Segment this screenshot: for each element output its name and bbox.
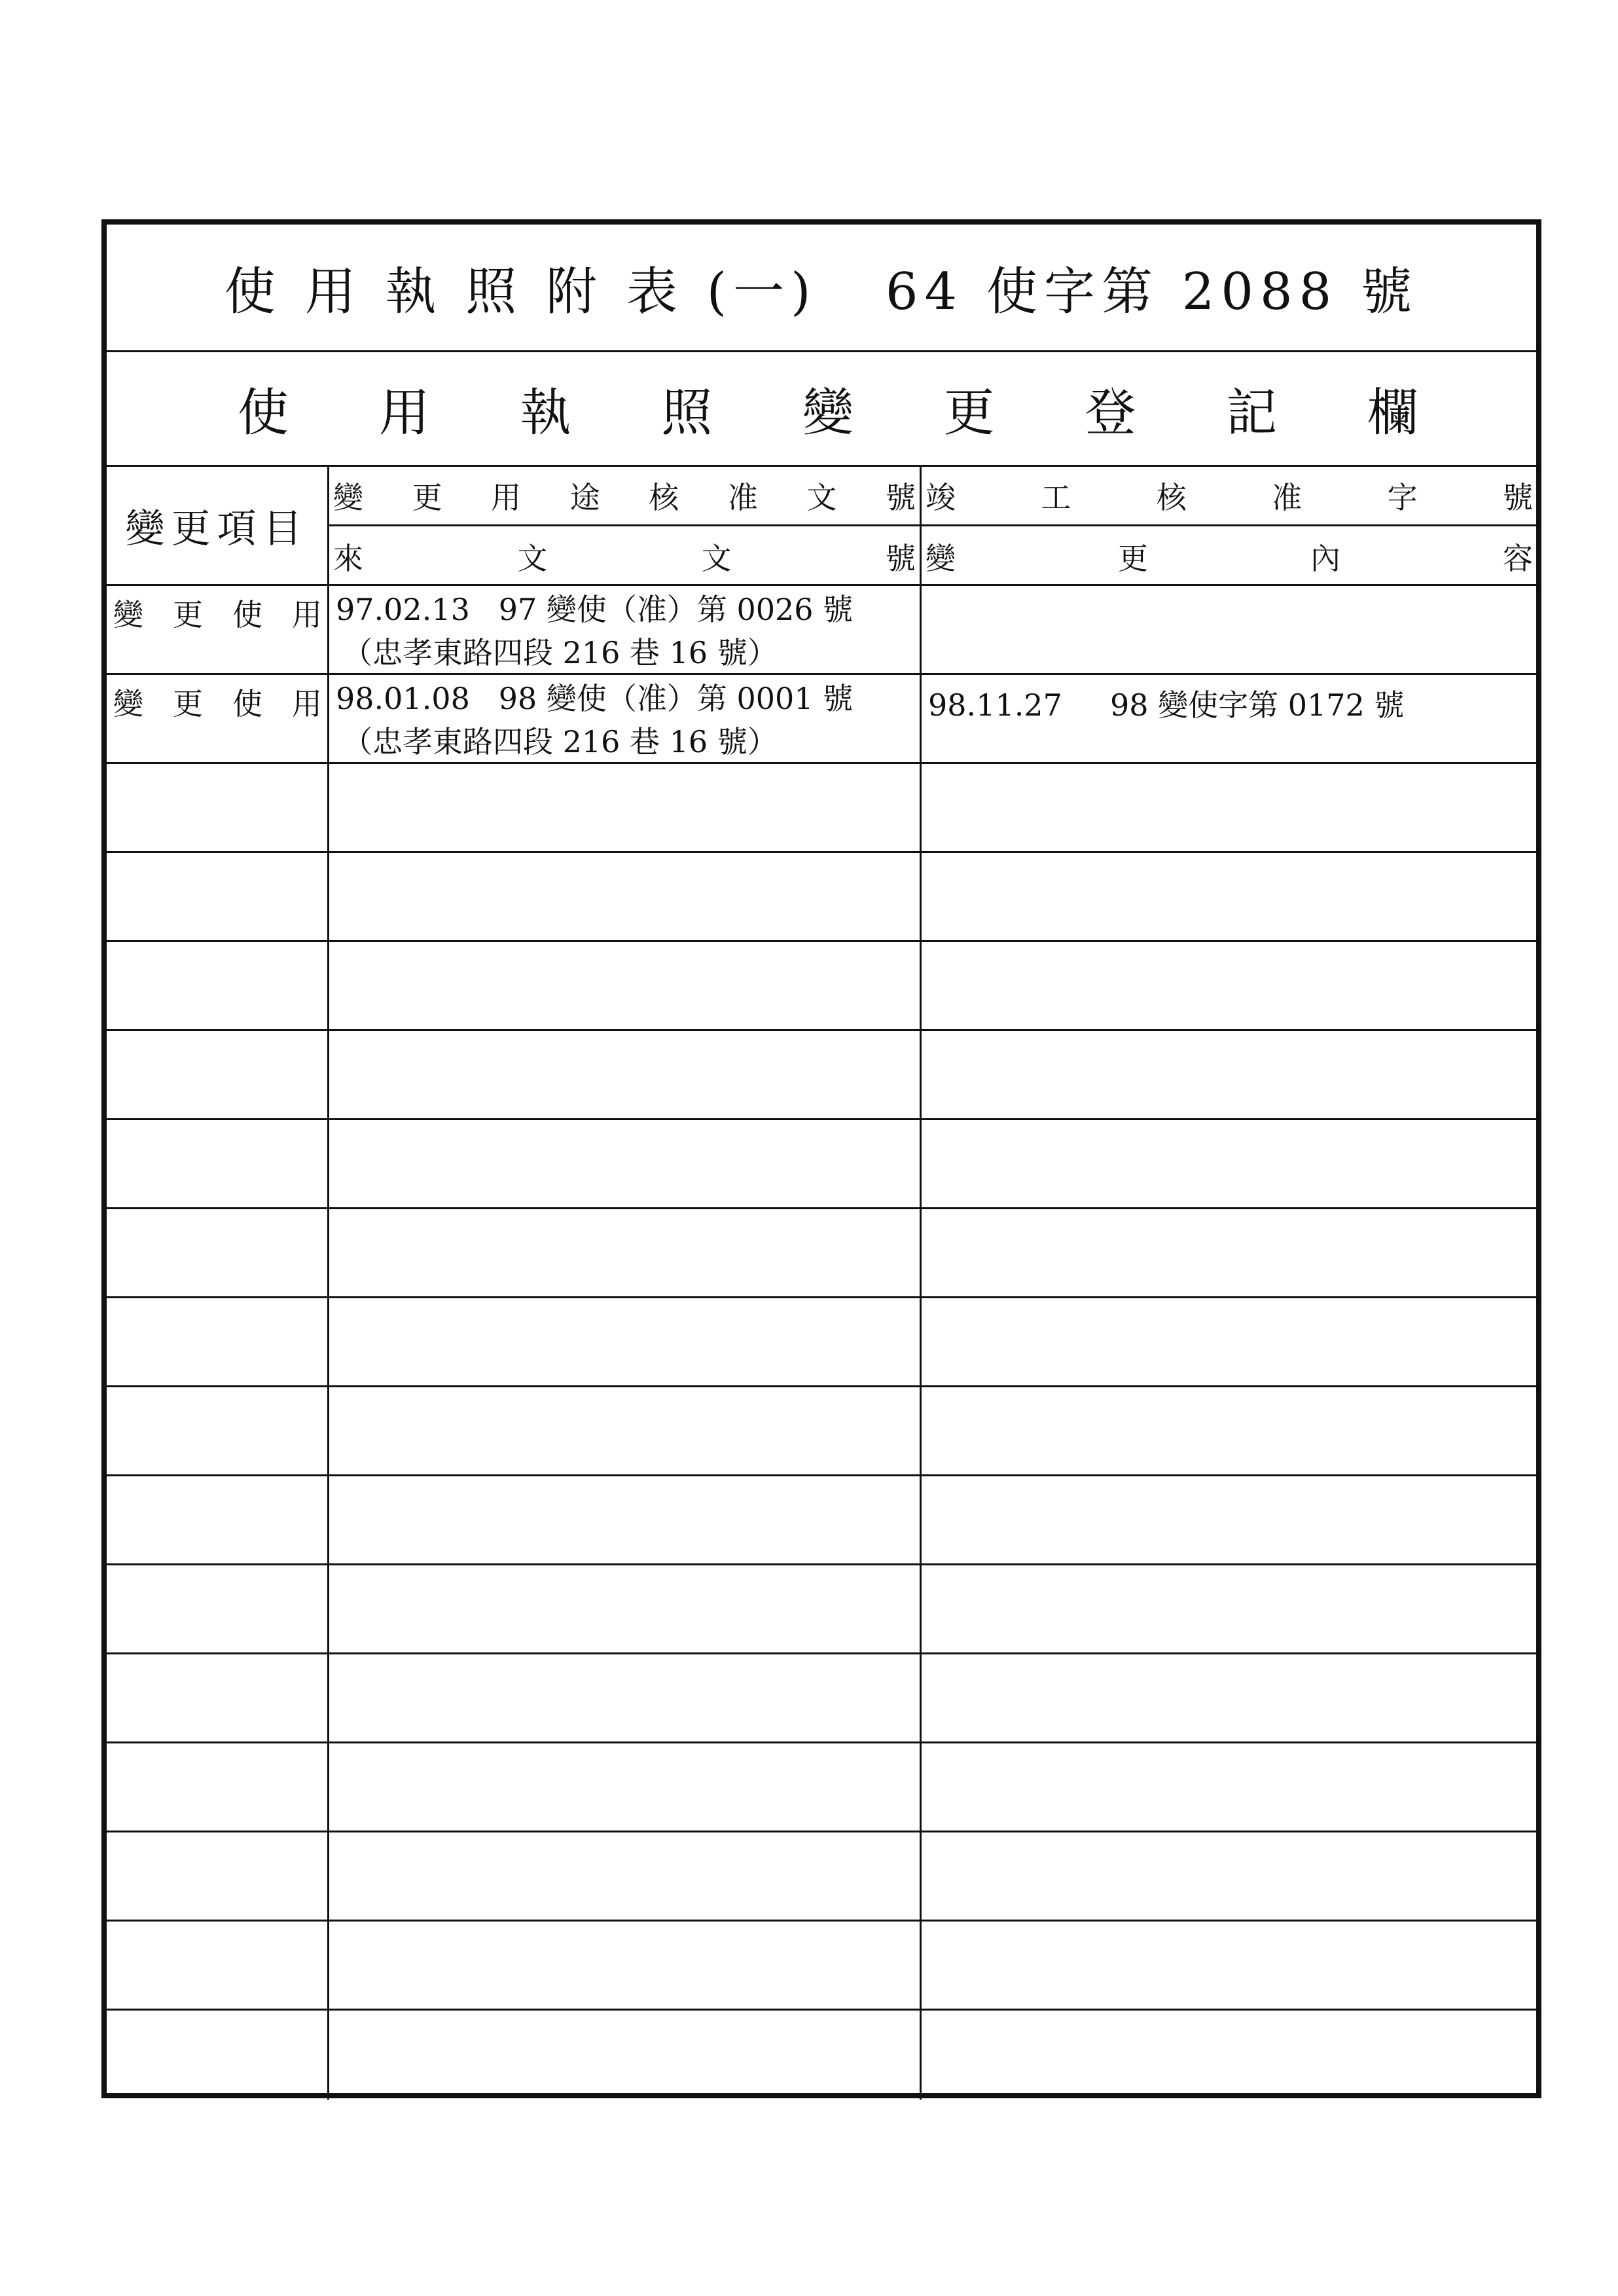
header-completion-char: 准	[1272, 480, 1303, 515]
cell-result	[922, 1031, 1537, 1118]
header-incoming-doc	[329, 526, 922, 586]
header-content-char: 容	[1503, 540, 1533, 576]
cell-doc-no	[329, 1922, 922, 2009]
license-sheet	[101, 219, 1541, 2098]
cell-change-item	[107, 1654, 329, 1741]
header-completion-char: 字	[1387, 480, 1418, 515]
header-approval-char: 途	[569, 480, 600, 515]
table-row	[107, 764, 1536, 853]
cell-change-item	[107, 1298, 329, 1385]
table-row	[107, 1743, 1536, 1832]
cell-change-item	[107, 675, 329, 762]
table-row	[107, 675, 1536, 764]
change-item-char: 變	[113, 686, 143, 721]
cell-doc-no	[329, 586, 922, 673]
cell-change-item	[107, 1476, 329, 1563]
subtitle-char: 記	[1226, 384, 1278, 443]
header-approval-char: 准	[727, 480, 758, 515]
header-approval-char: 變	[333, 480, 363, 515]
table-row	[107, 1298, 1536, 1387]
cell-doc-no	[329, 2011, 922, 2100]
cell-result	[922, 675, 1537, 762]
header-content-char: 變	[926, 540, 956, 576]
change-item-char: 更	[173, 597, 203, 632]
subtitle-char: 變	[802, 384, 854, 443]
cell-result	[922, 1387, 1537, 1474]
cell-doc-no	[329, 853, 922, 940]
header-approval-char: 用	[491, 480, 522, 515]
header-incoming-char: 文	[701, 540, 732, 576]
header-incoming-char: 號	[885, 540, 916, 576]
cell-doc-no	[329, 1031, 922, 1118]
cell-result	[922, 1832, 1537, 1920]
doc-address-line: （忠孝東路四段 216 巷 16 號）	[342, 724, 778, 759]
header-approval-char: 文	[806, 480, 837, 515]
cell-change-item	[107, 1832, 329, 1920]
subtitle-char: 使	[238, 384, 289, 443]
header-approval-char: 核	[649, 480, 679, 515]
table-body	[107, 586, 1536, 2093]
cell-result	[922, 1922, 1537, 2009]
cell-result	[922, 1565, 1537, 1652]
subtitle-char: 用	[378, 384, 430, 443]
header-content-char: 內	[1310, 540, 1340, 576]
form-title	[107, 225, 1536, 352]
cell-doc-no	[329, 675, 922, 762]
doc-number-line: 98.01.08 98 變使（准）第 0001 號	[336, 681, 854, 716]
cell-change-item	[107, 1743, 329, 1831]
cell-result	[922, 942, 1537, 1029]
cell-change-item	[107, 1120, 329, 1207]
table-row	[107, 1476, 1536, 1565]
cell-change-item	[107, 764, 329, 851]
header-incoming-char: 來	[333, 540, 363, 576]
header-incoming-char: 文	[517, 540, 548, 576]
table-row	[107, 1387, 1536, 1476]
header-completion-char: 工	[1041, 480, 1071, 515]
header-change-content	[922, 526, 1537, 586]
table-row	[107, 1832, 1536, 1922]
cell-change-item	[107, 1031, 329, 1118]
table-row	[107, 1654, 1536, 1743]
cell-doc-no	[329, 1832, 922, 1920]
table-row	[107, 1922, 1536, 2011]
cell-result	[922, 1209, 1537, 1296]
cell-doc-no	[329, 1387, 922, 1474]
cell-doc-no	[329, 1565, 922, 1652]
cell-change-item	[107, 2011, 329, 2100]
cell-doc-no	[329, 1298, 922, 1385]
cell-change-item	[107, 586, 329, 673]
doc-address-line: （忠孝東路四段 216 巷 16 號）	[342, 635, 778, 670]
cell-change-item	[107, 853, 329, 940]
table-row	[107, 1120, 1536, 1209]
change-item-label	[107, 675, 327, 723]
cell-doc-no	[329, 1654, 922, 1741]
subtitle-char: 照	[661, 384, 713, 443]
cell-result	[922, 1476, 1537, 1563]
change-item-char: 用	[292, 597, 322, 632]
table-row	[107, 586, 1536, 675]
subtitle-char: 登	[1085, 384, 1136, 443]
cell-change-item	[107, 1565, 329, 1652]
cell-doc-no	[329, 942, 922, 1029]
header-completion-char: 號	[1502, 480, 1533, 515]
cell-result	[922, 2011, 1537, 2100]
cell-result	[922, 1654, 1537, 1741]
subtitle-char: 執	[520, 384, 571, 443]
change-item-char: 使	[232, 597, 262, 632]
table-row	[107, 942, 1536, 1031]
header-change-item: 變更項目	[107, 467, 329, 584]
cell-result	[922, 764, 1537, 851]
change-item-label	[107, 586, 327, 634]
form-subtitle	[107, 352, 1536, 467]
cell-result	[922, 1298, 1537, 1385]
cell-result	[922, 853, 1537, 940]
cell-result	[922, 1743, 1537, 1831]
header-approval-char: 更	[412, 480, 442, 515]
change-item-char: 變	[113, 597, 143, 632]
completion-approval-line: 98.11.27 98 變使字第 0172 號	[928, 687, 1405, 723]
form-title-text: 使 用 執 照 附 表 (一) 64 使字第 2088 號	[224, 263, 1419, 321]
subtitle-char: 欄	[1367, 384, 1418, 443]
table-row	[107, 1565, 1536, 1654]
table-header	[107, 467, 1536, 586]
header-completion-char: 核	[1156, 480, 1187, 515]
cell-doc-no	[329, 764, 922, 851]
change-item-char: 更	[173, 686, 203, 721]
header-completion-approval-no	[922, 467, 1537, 526]
subtitle-char: 更	[943, 384, 995, 443]
table-row	[107, 2011, 1536, 2100]
header-content-char: 更	[1118, 540, 1148, 576]
table-row	[107, 1031, 1536, 1120]
cell-result	[922, 1120, 1537, 1207]
cell-doc-no	[329, 1120, 922, 1207]
header-approval-doc-no	[329, 467, 922, 526]
cell-change-item	[107, 942, 329, 1029]
change-item-char: 使	[232, 686, 262, 721]
header-completion-char: 竣	[926, 480, 956, 515]
header-approval-char: 號	[885, 480, 916, 515]
cell-doc-no	[329, 1743, 922, 1831]
cell-result	[922, 586, 1537, 673]
cell-doc-no	[329, 1476, 922, 1563]
cell-change-item	[107, 1387, 329, 1474]
cell-change-item	[107, 1209, 329, 1296]
table-row	[107, 853, 1536, 942]
doc-number-line: 97.02.13 97 變使（准）第 0026 號	[336, 592, 854, 627]
table-row	[107, 1209, 1536, 1298]
cell-doc-no	[329, 1209, 922, 1296]
cell-change-item	[107, 1922, 329, 2009]
change-item-char: 用	[292, 686, 322, 721]
subtitle-text	[107, 372, 1536, 445]
